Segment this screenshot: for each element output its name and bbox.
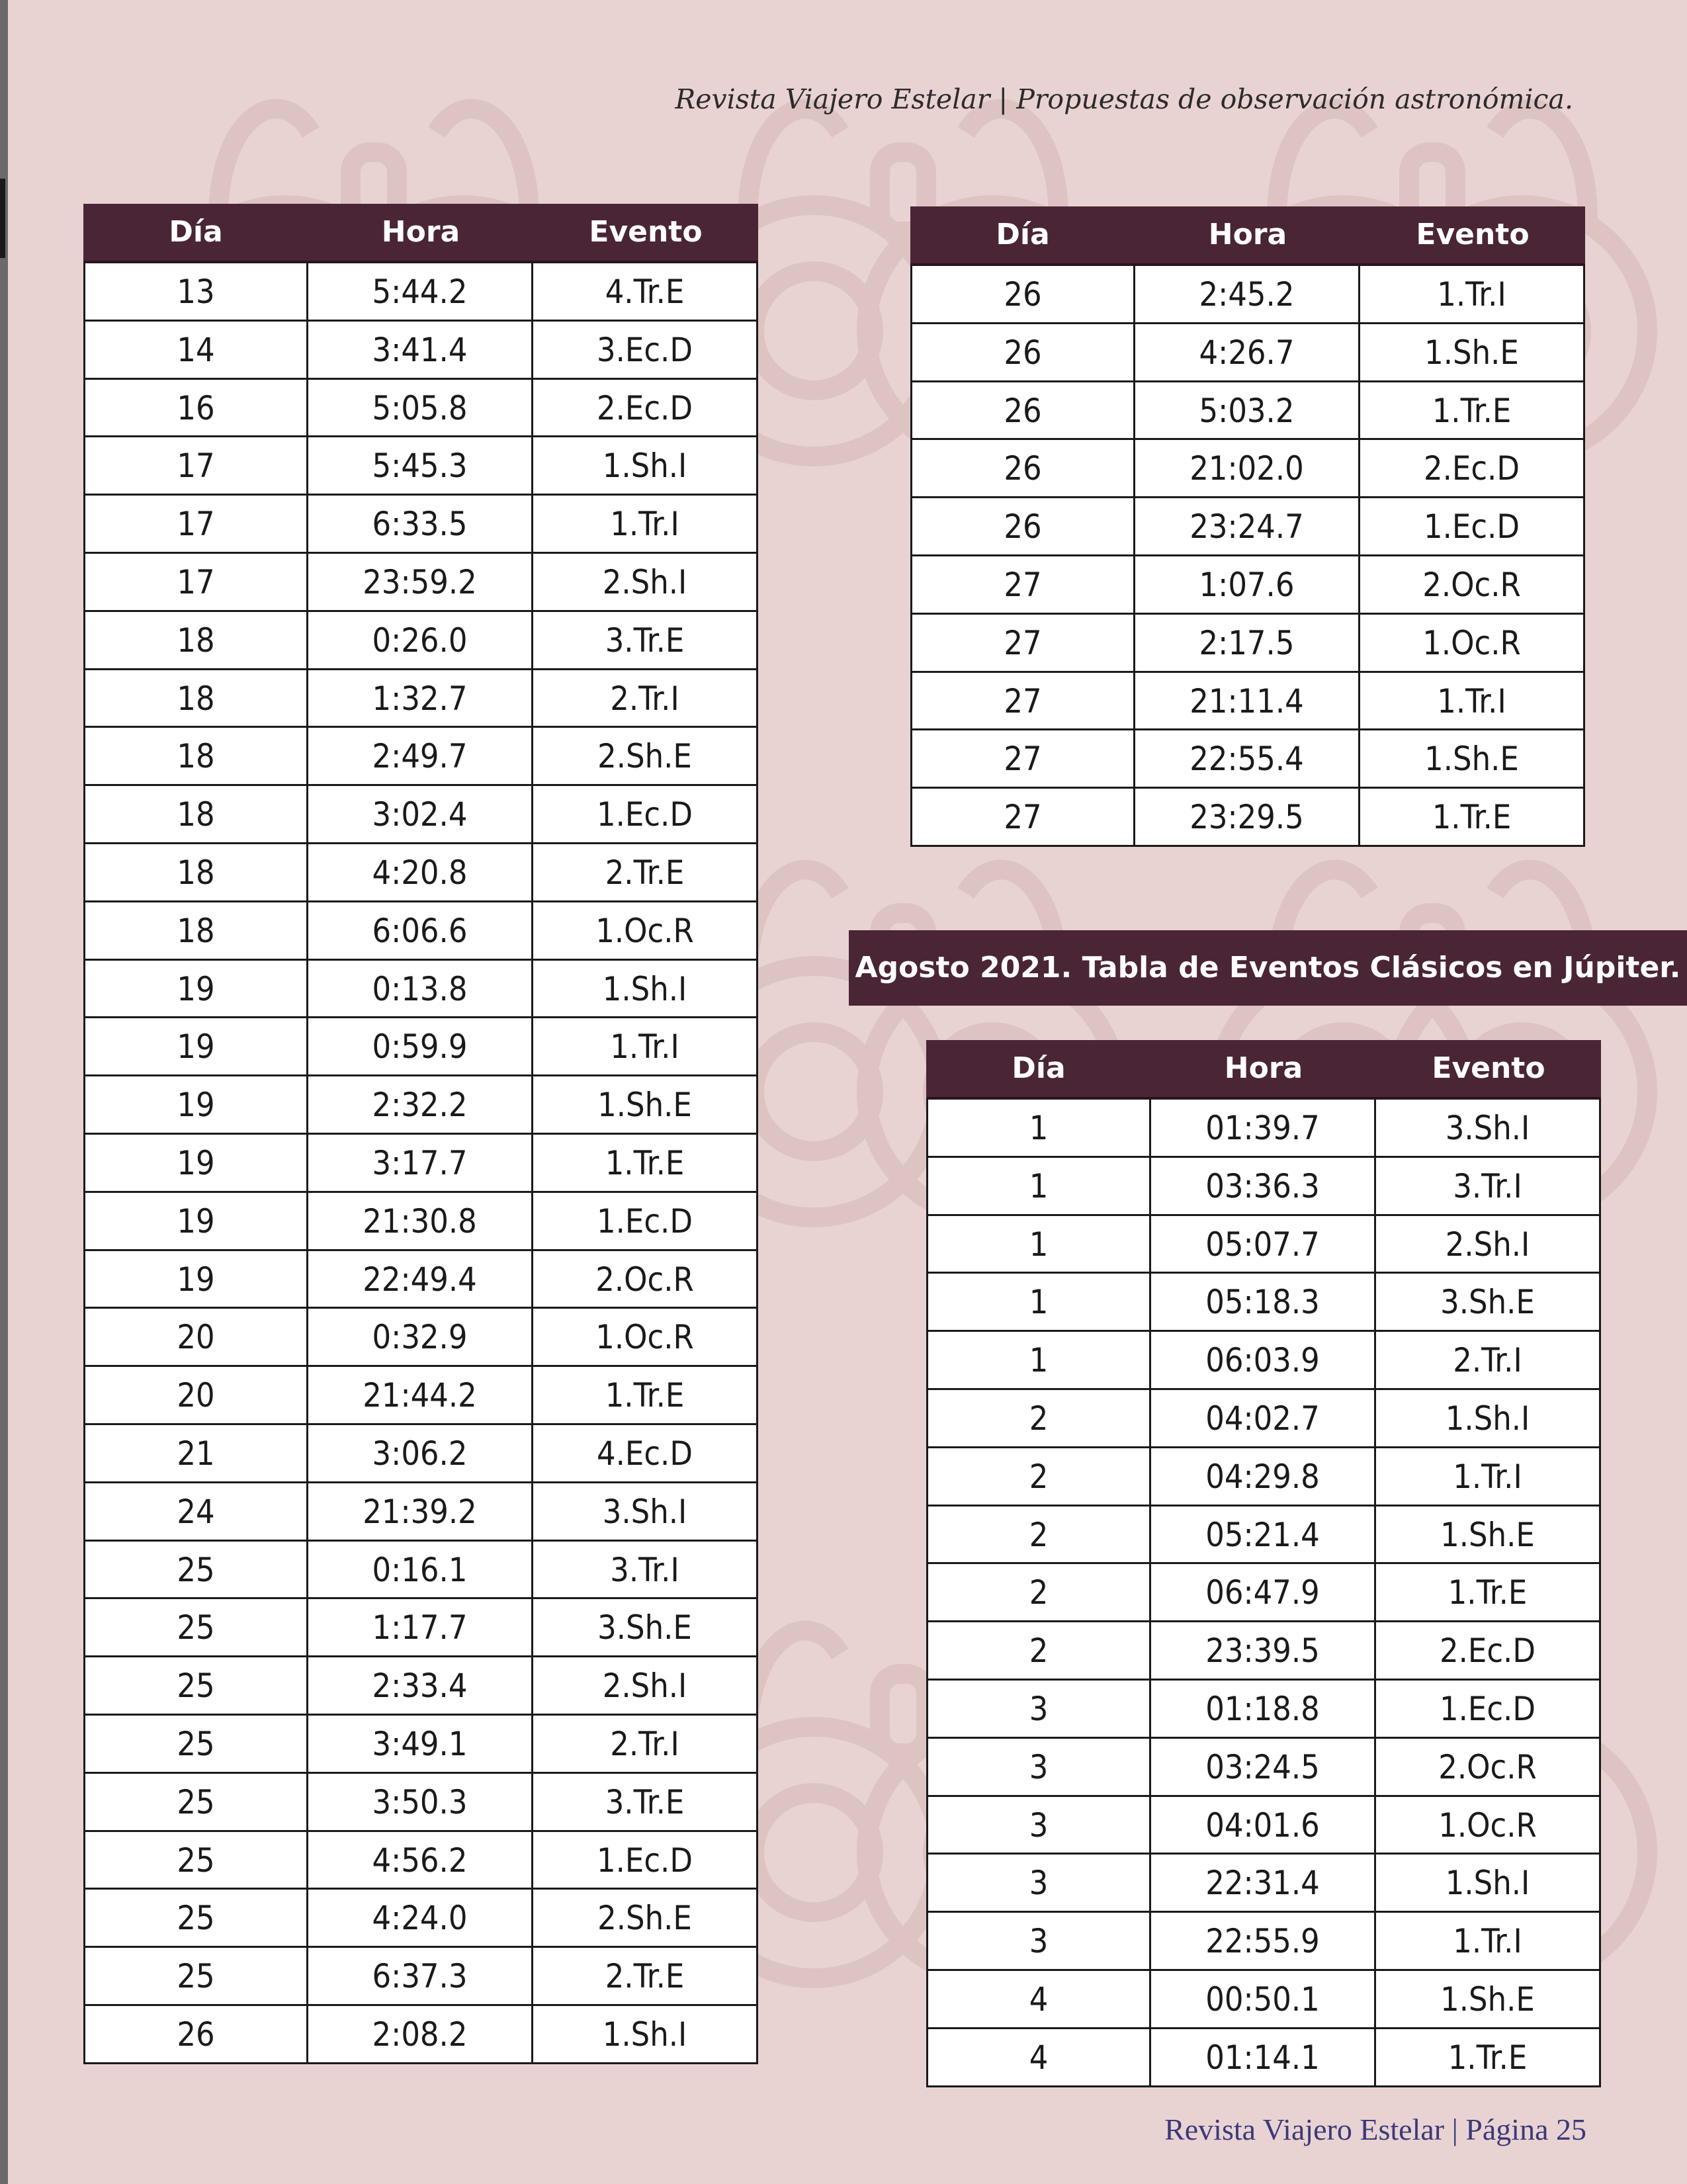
cell-day: 1 <box>926 1158 1151 1216</box>
cell-day: 4 <box>926 2029 1151 2087</box>
cell-hour: 04:02.7 <box>1151 1390 1376 1448</box>
cell-event: 2.Tr.I <box>533 670 758 728</box>
table-row <box>83 902 758 961</box>
cell-hour: 5:44.2 <box>308 263 533 322</box>
cell-hour: 3:06.2 <box>308 1425 533 1483</box>
cell-day: 25 <box>83 1716 308 1774</box>
cell-hour: 03:36.3 <box>1151 1158 1376 1216</box>
cell-hour: 0:59.9 <box>308 1018 533 1076</box>
cell-day: 20 <box>83 1367 308 1425</box>
column-header-day: Día <box>169 215 223 249</box>
cell-event: 1.Oc.R <box>1360 615 1585 673</box>
table-row <box>910 498 1585 556</box>
cell-day: 3 <box>926 1739 1151 1797</box>
table-row <box>926 1739 1601 1797</box>
cell-event: 1.Oc.R <box>1376 1797 1601 1855</box>
table-row <box>83 263 758 322</box>
cell-event: 1.Oc.R <box>533 1309 758 1367</box>
cell-hour: 23:24.7 <box>1135 498 1360 556</box>
cell-day: 18 <box>83 786 308 844</box>
cell-hour: 5:05.8 <box>308 380 533 438</box>
cell-hour: 2:45.2 <box>1135 266 1360 324</box>
cell-hour: 23:59.2 <box>308 554 533 612</box>
cell-hour: 0:16.1 <box>308 1542 533 1600</box>
cell-day: 25 <box>83 1542 308 1600</box>
cell-day: 19 <box>83 1135 308 1193</box>
cell-day: 16 <box>83 380 308 438</box>
cell-event: 3.Tr.E <box>533 612 758 670</box>
column-header-event: Evento <box>1432 1051 1545 1085</box>
table-row <box>910 382 1585 441</box>
cell-day: 27 <box>910 615 1135 673</box>
cell-hour: 0:26.0 <box>308 612 533 670</box>
cell-day: 2 <box>926 1564 1151 1622</box>
cell-day: 3 <box>926 1681 1151 1739</box>
column-header-hour: Hora <box>1208 218 1287 251</box>
table-row <box>926 1622 1601 1681</box>
cell-event: 1.Tr.E <box>1360 789 1585 847</box>
cell-event: 4.Tr.E <box>533 263 758 322</box>
table-row <box>83 1483 758 1542</box>
cell-event: 1.Tr.E <box>1360 382 1585 441</box>
cell-hour: 05:21.4 <box>1151 1507 1376 1565</box>
cell-event: 1.Sh.E <box>1376 1971 1601 2029</box>
cell-hour: 2:32.2 <box>308 1076 533 1135</box>
table-row <box>926 1913 1601 1971</box>
cell-event: 2.Sh.E <box>533 1890 758 1948</box>
cell-event: 3.Ec.D <box>533 322 758 380</box>
cell-hour: 2:33.4 <box>308 1657 533 1716</box>
cell-event: 1.Sh.E <box>533 1076 758 1135</box>
cell-event: 1.Ec.D <box>533 1832 758 1890</box>
table-row <box>926 1274 1601 1332</box>
cell-event: 1.Sh.E <box>1376 1507 1601 1565</box>
cell-event: 1.Sh.I <box>533 2006 758 2064</box>
table-row <box>926 1332 1601 1390</box>
cell-hour: 2:49.7 <box>308 728 533 786</box>
table-row <box>83 961 758 1019</box>
column-header-day: Día <box>1012 1051 1066 1085</box>
cell-event: 1.Oc.R <box>533 902 758 961</box>
cell-hour: 06:47.9 <box>1151 1564 1376 1622</box>
cell-day: 2 <box>926 1448 1151 1507</box>
cell-day: 3 <box>926 1855 1151 1913</box>
cell-event: 1.Tr.E <box>1376 2029 1601 2087</box>
table-row <box>83 1890 758 1948</box>
column-header-hour: Hora <box>381 215 460 249</box>
cell-event: 2.Sh.I <box>533 1657 758 1716</box>
table-row <box>910 789 1585 847</box>
cell-day: 3 <box>926 1797 1151 1855</box>
table-row <box>926 1507 1601 1565</box>
cell-day: 2 <box>926 1390 1151 1448</box>
cell-hour: 4:56.2 <box>308 1832 533 1890</box>
table-row <box>83 2006 758 2064</box>
cell-day: 27 <box>910 556 1135 615</box>
cell-event: 3.Tr.I <box>533 1542 758 1600</box>
table-row <box>83 1309 758 1367</box>
cell-hour: 1:17.7 <box>308 1599 533 1657</box>
table-row <box>83 1599 758 1657</box>
cell-day: 25 <box>83 1948 308 2006</box>
cell-day: 20 <box>83 1309 308 1367</box>
table-row <box>926 1158 1601 1216</box>
events-table-july-right <box>910 206 1585 847</box>
table-header <box>83 204 758 263</box>
cell-day: 19 <box>83 961 308 1019</box>
cell-event: 1.Sh.I <box>1376 1855 1601 1913</box>
cell-event: 1.Ec.D <box>1360 498 1585 556</box>
table-row <box>83 1251 758 1309</box>
cell-event: 2.Oc.R <box>533 1251 758 1309</box>
cell-day: 17 <box>83 496 308 554</box>
cell-hour: 23:29.5 <box>1135 789 1360 847</box>
cell-event: 4.Ec.D <box>533 1425 758 1483</box>
cell-event: 1.Tr.I <box>1360 673 1585 731</box>
table-row <box>926 1390 1601 1448</box>
cell-event: 1.Ec.D <box>533 786 758 844</box>
cell-hour: 4:20.8 <box>308 844 533 902</box>
events-table-july-left <box>83 204 758 2064</box>
cell-hour: 2:17.5 <box>1135 615 1360 673</box>
table-row <box>910 615 1585 673</box>
cell-day: 13 <box>83 263 308 322</box>
table-row <box>926 1216 1601 1274</box>
cell-hour: 3:41.4 <box>308 322 533 380</box>
table-row <box>926 1681 1601 1739</box>
cell-hour: 01:14.1 <box>1151 2029 1376 2087</box>
table-row <box>83 1948 758 2006</box>
cell-event: 3.Sh.I <box>533 1483 758 1542</box>
cell-hour: 22:49.4 <box>308 1251 533 1309</box>
cell-day: 1 <box>926 1100 1151 1158</box>
cell-hour: 01:39.7 <box>1151 1100 1376 1158</box>
cell-day: 4 <box>926 1971 1151 2029</box>
cell-hour: 21:39.2 <box>308 1483 533 1542</box>
cell-event: 2.Sh.E <box>533 728 758 786</box>
cell-hour: 0:32.9 <box>308 1309 533 1367</box>
cell-event: 1.Tr.I <box>1376 1448 1601 1507</box>
cell-hour: 6:33.5 <box>308 496 533 554</box>
cell-day: 1 <box>926 1274 1151 1332</box>
cell-day: 17 <box>83 437 308 496</box>
table-header <box>910 206 1585 266</box>
table-row <box>83 670 758 728</box>
cell-event: 2.Ec.D <box>1376 1622 1601 1681</box>
cell-event: 2.Oc.R <box>1360 556 1585 615</box>
cell-hour: 01:18.8 <box>1151 1681 1376 1739</box>
cell-day: 2 <box>926 1622 1151 1681</box>
cell-event: 3.Sh.E <box>1376 1274 1601 1332</box>
cell-day: 19 <box>83 1251 308 1309</box>
page-header: Revista Viajero Estelar | Propuestas de observación astronómica. <box>675 83 1573 115</box>
cell-hour: 00:50.1 <box>1151 1971 1376 2029</box>
cell-day: 14 <box>83 322 308 380</box>
table-row <box>83 1367 758 1425</box>
table-row <box>83 1716 758 1774</box>
cell-event: 2.Tr.I <box>1376 1332 1601 1390</box>
table-row <box>926 2029 1601 2087</box>
table-row <box>926 1564 1601 1622</box>
cell-hour: 22:55.4 <box>1135 730 1360 789</box>
table-row <box>83 1135 758 1193</box>
cell-day: 26 <box>910 324 1135 382</box>
cell-event: 1.Tr.I <box>533 1018 758 1076</box>
cell-day: 27 <box>910 789 1135 847</box>
cell-hour: 3:50.3 <box>308 1774 533 1832</box>
cell-hour: 5:45.3 <box>308 437 533 496</box>
cell-hour: 23:39.5 <box>1151 1622 1376 1681</box>
cell-day: 21 <box>83 1425 308 1483</box>
table-row <box>83 612 758 670</box>
cell-day: 19 <box>83 1018 308 1076</box>
cell-event: 3.Sh.E <box>533 1599 758 1657</box>
table-row <box>926 1100 1601 1158</box>
table-row <box>83 322 758 380</box>
table-row <box>83 496 758 554</box>
table-row <box>83 1018 758 1076</box>
cell-hour: 5:03.2 <box>1135 382 1360 441</box>
table-row <box>83 1425 758 1483</box>
cell-hour: 3:49.1 <box>308 1716 533 1774</box>
cell-event: 2.Sh.I <box>1376 1216 1601 1274</box>
cell-event: 2.Ec.D <box>1360 440 1585 498</box>
cell-day: 18 <box>83 670 308 728</box>
cell-event: 1.Tr.I <box>533 496 758 554</box>
cell-hour: 03:24.5 <box>1151 1739 1376 1797</box>
cell-event: 2.Ec.D <box>533 380 758 438</box>
cell-hour: 22:31.4 <box>1151 1855 1376 1913</box>
table-row <box>926 1448 1601 1507</box>
cell-event: 1.Tr.E <box>1376 1564 1601 1622</box>
cell-event: 1.Ec.D <box>1376 1681 1601 1739</box>
column-header-event: Evento <box>1416 218 1530 251</box>
cell-hour: 2:08.2 <box>308 2006 533 2064</box>
cell-day: 25 <box>83 1832 308 1890</box>
cell-day: 18 <box>83 902 308 961</box>
cell-hour: 1:07.6 <box>1135 556 1360 615</box>
cell-day: 25 <box>83 1599 308 1657</box>
table-row <box>83 380 758 438</box>
cell-hour: 06:03.9 <box>1151 1332 1376 1390</box>
cell-day: 27 <box>910 730 1135 789</box>
cell-event: 2.Tr.I <box>533 1716 758 1774</box>
cell-event: 1.Sh.E <box>1360 730 1585 789</box>
cell-event: 1.Sh.E <box>1360 324 1585 382</box>
cell-hour: 04:01.6 <box>1151 1797 1376 1855</box>
table-row <box>910 324 1585 382</box>
cell-event: 1.Tr.I <box>1360 266 1585 324</box>
cell-event: 1.Sh.I <box>533 437 758 496</box>
table-header <box>926 1040 1601 1100</box>
cell-event: 1.Tr.I <box>1376 1913 1601 1971</box>
table-row <box>83 844 758 902</box>
cell-event: 3.Sh.I <box>1376 1100 1601 1158</box>
table-row <box>910 673 1585 731</box>
cell-day: 18 <box>83 612 308 670</box>
cell-hour: 0:13.8 <box>308 961 533 1019</box>
cell-hour: 3:02.4 <box>308 786 533 844</box>
cell-day: 18 <box>83 728 308 786</box>
cell-event: 1.Sh.I <box>1376 1390 1601 1448</box>
cell-event: 1.Tr.E <box>533 1135 758 1193</box>
column-header-day: Día <box>996 218 1050 251</box>
cell-hour: 05:07.7 <box>1151 1216 1376 1274</box>
table-row <box>83 1542 758 1600</box>
cell-hour: 21:11.4 <box>1135 673 1360 731</box>
august-table-caption: Agosto 2021. Tabla de Eventos Clásicos en Júpiter. <box>849 930 1687 1006</box>
table-row <box>83 554 758 612</box>
cell-day: 18 <box>83 844 308 902</box>
cell-event: 2.Tr.E <box>533 844 758 902</box>
table-row <box>83 1193 758 1251</box>
cell-hour: 04:29.8 <box>1151 1448 1376 1507</box>
cell-event: 3.Tr.I <box>1376 1158 1601 1216</box>
table-row <box>83 1076 758 1135</box>
cell-hour: 21:44.2 <box>308 1367 533 1425</box>
cell-hour: 05:18.3 <box>1151 1274 1376 1332</box>
table-row <box>926 1797 1601 1855</box>
cell-event: 2.Oc.R <box>1376 1739 1601 1797</box>
table-row <box>926 1971 1601 2029</box>
table-row <box>910 440 1585 498</box>
cell-day: 19 <box>83 1193 308 1251</box>
page-footer: Revista Viajero Estelar | Página 25 <box>1164 2113 1586 2146</box>
cell-hour: 22:55.9 <box>1151 1913 1376 1971</box>
table-row <box>910 556 1585 615</box>
cell-day: 1 <box>926 1216 1151 1274</box>
cell-hour: 21:02.0 <box>1135 440 1360 498</box>
table-row <box>83 1774 758 1832</box>
cell-day: 1 <box>926 1332 1151 1390</box>
column-header-hour: Hora <box>1224 1051 1303 1085</box>
events-table-august <box>926 1040 1601 2087</box>
table-row <box>83 728 758 786</box>
table-row <box>926 1855 1601 1913</box>
cell-hour: 6:06.6 <box>308 902 533 961</box>
cell-day: 26 <box>910 440 1135 498</box>
table-row <box>83 437 758 496</box>
column-header-event: Evento <box>589 215 703 249</box>
cell-day: 25 <box>83 1657 308 1716</box>
cell-event: 1.Sh.I <box>533 961 758 1019</box>
cell-day: 26 <box>910 498 1135 556</box>
cell-hour: 3:17.7 <box>308 1135 533 1193</box>
cell-day: 3 <box>926 1913 1151 1971</box>
table-row <box>83 1832 758 1890</box>
cell-event: 2.Sh.I <box>533 554 758 612</box>
cell-hour: 6:37.3 <box>308 1948 533 2006</box>
cell-hour: 4:24.0 <box>308 1890 533 1948</box>
cell-day: 2 <box>926 1507 1151 1565</box>
cell-event: 3.Tr.E <box>533 1774 758 1832</box>
cell-event: 2.Tr.E <box>533 1948 758 2006</box>
table-row <box>83 786 758 844</box>
cell-hour: 21:30.8 <box>308 1193 533 1251</box>
cell-event: 1.Ec.D <box>533 1193 758 1251</box>
cell-day: 25 <box>83 1774 308 1832</box>
cell-day: 25 <box>83 1890 308 1948</box>
cell-day: 27 <box>910 673 1135 731</box>
cell-event: 1.Tr.E <box>533 1367 758 1425</box>
cell-day: 26 <box>910 382 1135 441</box>
cell-day: 24 <box>83 1483 308 1542</box>
cell-day: 26 <box>910 266 1135 324</box>
table-row <box>910 730 1585 789</box>
cell-day: 26 <box>83 2006 308 2064</box>
cell-day: 17 <box>83 554 308 612</box>
cell-hour: 1:32.7 <box>308 670 533 728</box>
cell-day: 19 <box>83 1076 308 1135</box>
table-row <box>910 266 1585 324</box>
cell-hour: 4:26.7 <box>1135 324 1360 382</box>
table-row <box>83 1657 758 1716</box>
